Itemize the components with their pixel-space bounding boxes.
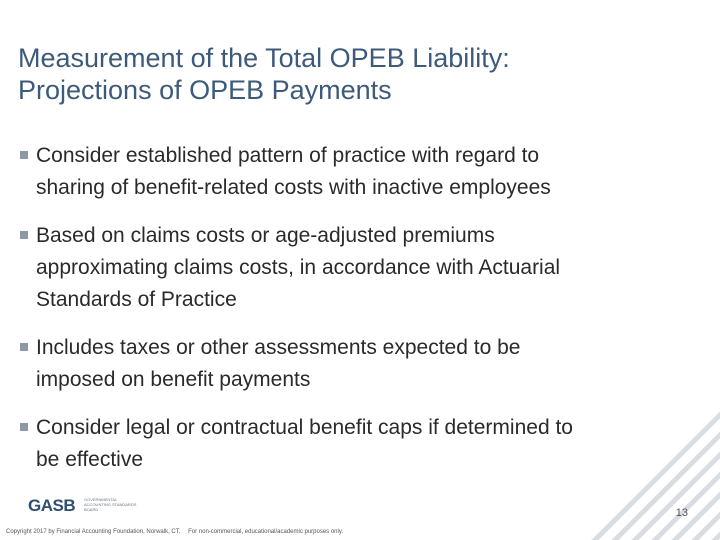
slide-title-line-1: Measurement of the Total OPEB Liability: <box>18 43 510 73</box>
bullet-text-line: Consider established pattern of practice with regard to <box>36 144 540 167</box>
slide-title-line-2: Projections of OPEB Payments <box>18 75 392 105</box>
bullet-item <box>18 332 698 396</box>
page-number: 13 <box>675 507 688 519</box>
footer-usage: For non-commercial, educational/academic purposes only. <box>188 529 344 535</box>
square-bullet-icon <box>20 423 28 431</box>
bullet-text-line: Standards of Practice <box>36 288 237 311</box>
bullet-text-line: Based on claims costs or age-adjusted premiums <box>36 224 495 247</box>
bullet-text-line: sharing of benefit-related costs with inactive employees <box>36 176 551 199</box>
square-bullet-icon <box>20 343 28 351</box>
bullet-item <box>18 220 698 316</box>
footer <box>6 529 349 535</box>
square-bullet-icon <box>20 231 28 239</box>
bullet-text-line: approximating claims costs, in accordance with Actuarial <box>36 256 561 279</box>
footer-copyright: Copyright 2017 by Financial Accounting Foundation, Norwalk, CT. <box>6 529 181 535</box>
square-bullet-icon <box>20 151 28 159</box>
bullet-text-line: Includes taxes or other assessments expected to be <box>36 336 521 359</box>
bullet-text-line: be effective <box>36 448 144 471</box>
slide-title <box>18 42 698 106</box>
bullet-item <box>18 140 698 204</box>
bullet-text-line: imposed on benefit payments <box>36 368 311 391</box>
bullet-text-line: Consider legal or contractual benefit caps if determined to <box>36 416 573 439</box>
decorative-stripes <box>530 400 720 540</box>
logo-subtitle: GOVERNMENTAL ACCOUNTING STANDARDS BOARD <box>84 497 137 512</box>
logo-wordmark: GASB <box>28 496 76 515</box>
